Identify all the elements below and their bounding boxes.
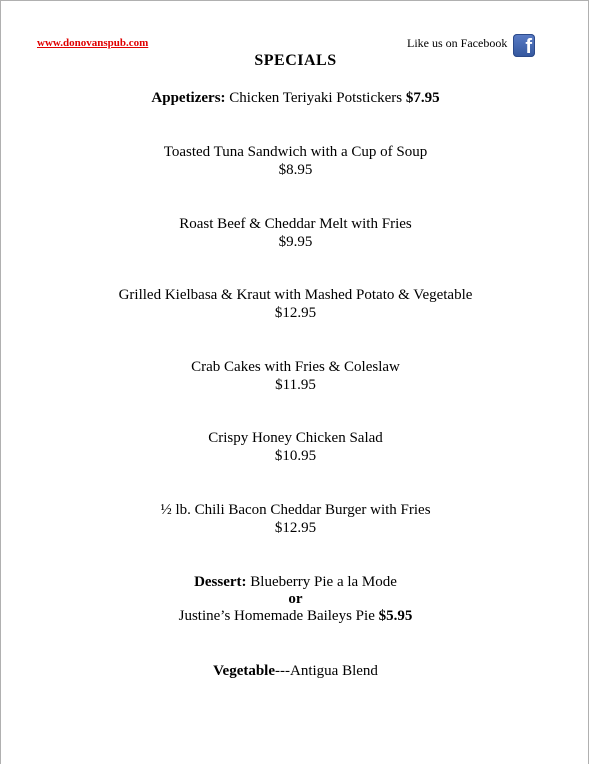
dessert-or xyxy=(1,591,590,608)
dessert-item: Blueberry Pie a la Mode xyxy=(246,574,397,590)
appetizer-item: Chicken Teriyaki Potstickers xyxy=(225,90,406,106)
entree-name: Crab Cakes with Fries & Coleslaw xyxy=(191,359,400,375)
entree-name: Crispy Honey Chicken Salad xyxy=(208,430,383,446)
entree-price: $12.95 xyxy=(274,520,317,536)
facebook-icon[interactable]: f xyxy=(513,34,535,57)
dessert-item: Justine’s Homemade Baileys Pie xyxy=(178,608,379,624)
dessert-price: $5.95 xyxy=(378,608,413,624)
vegetable-label: Vegetable xyxy=(213,663,276,679)
appetizer-label: Appetizers: xyxy=(151,90,226,106)
dessert-line-2 xyxy=(1,608,590,625)
dessert-label: Dessert: xyxy=(194,574,247,590)
dessert-line xyxy=(1,574,590,591)
entree-name: Toasted Tuna Sandwich with a Cup of Soup xyxy=(163,144,428,160)
entree-price: $12.95 xyxy=(274,305,317,321)
entree-name: Roast Beef & Cheddar Melt with Fries xyxy=(179,216,412,232)
or-text: or xyxy=(288,591,303,607)
page-title: SPECIALS xyxy=(254,52,337,69)
vegetable-text: ---Antigua Blend xyxy=(275,663,378,679)
vegetable-line xyxy=(1,663,590,680)
facebook-text: Like us on Facebook xyxy=(407,36,508,50)
entree-price: $10.95 xyxy=(274,448,317,464)
entree-name: Grilled Kielbasa & Kraut with Mashed Potato & Vegetable xyxy=(118,287,473,303)
appetizer-price: $7.95 xyxy=(405,90,440,106)
entree-name: ½ lb. Chili Bacon Cheddar Burger with Fries xyxy=(160,502,431,518)
entree-price: $8.95 xyxy=(278,162,313,178)
website-link[interactable]: www.donovanspub.com xyxy=(37,37,149,49)
entree-price: $11.95 xyxy=(275,377,316,393)
entree-price: $9.95 xyxy=(278,234,313,250)
appetizer-line xyxy=(1,90,590,107)
